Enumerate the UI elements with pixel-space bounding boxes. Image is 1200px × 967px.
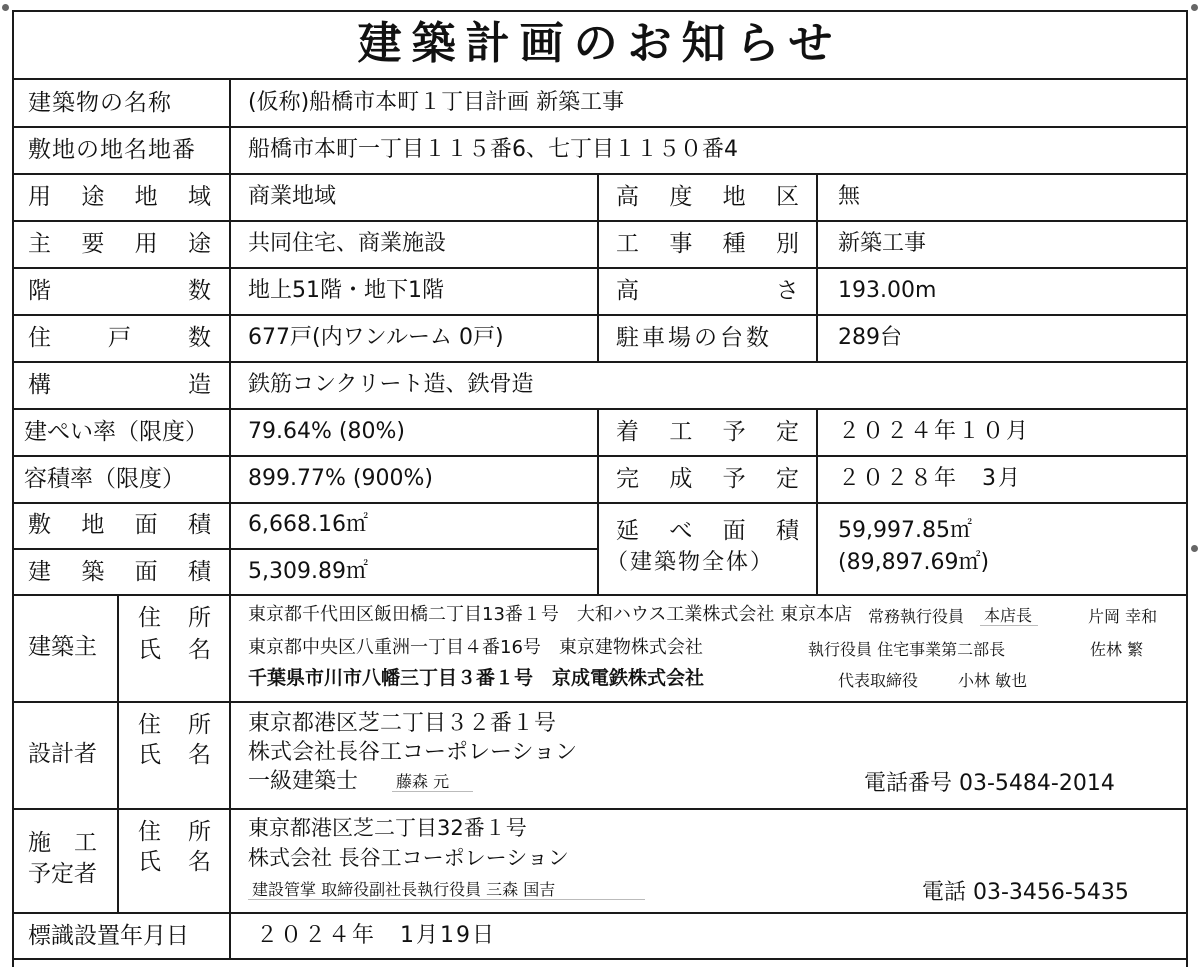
work-type-value: 新築工事 <box>838 231 927 256</box>
rule <box>12 502 1188 504</box>
rule <box>12 455 1188 457</box>
rule <box>12 808 1188 810</box>
far-label: 容積率（限度） <box>24 466 185 492</box>
rule <box>12 594 1188 596</box>
floor-area-value: 59,997.85㎡ <box>838 518 972 543</box>
coverage-value: 79.64% (80%) <box>248 419 405 444</box>
contractor-label-2: 予定者 <box>28 861 97 887</box>
col-rule-right <box>816 408 818 594</box>
col-rule-label <box>229 912 231 958</box>
rule <box>12 912 1188 914</box>
start-label: 着 工 予 定 <box>616 419 800 445</box>
owner-3-role: 代表取締役 <box>838 671 919 690</box>
rule <box>12 314 1188 316</box>
floor-area-label: 延 べ 面 積 <box>616 518 800 544</box>
owner-1-signature <box>980 608 1038 626</box>
posted-date-label: 標識設置年月日 <box>28 923 189 949</box>
designer-architect-signature <box>392 774 473 792</box>
site-address-label: 敷地の地名地番 <box>28 137 196 163</box>
height-district-label: 高 度 地 区 <box>616 184 800 210</box>
owner-1-person: 片岡 幸和 <box>1088 607 1158 626</box>
rule <box>12 78 1188 80</box>
building-name-label: 建築物の名称 <box>28 90 172 116</box>
completion-value: ２０２８年 3月 <box>838 466 1022 491</box>
owner-label: 建築主 <box>28 634 97 660</box>
work-type-label: 工 事 種 別 <box>616 231 800 257</box>
contractor-name-label: 氏 名 <box>138 849 212 875</box>
site-area-label: 敷 地 面 積 <box>28 512 212 538</box>
col-rule-label <box>229 78 231 594</box>
owner-2-role: 執行役員 住宅事業第二部長 <box>808 640 1006 659</box>
structure-value: 鉄筋コンクリート造、鉄骨造 <box>248 372 534 397</box>
rule <box>12 958 1188 960</box>
parking-value: 289台 <box>838 325 902 350</box>
col-rule-mid <box>597 408 599 594</box>
contractor-address-label: 住 所 <box>138 819 212 845</box>
floor-area-sublabel: （建築物全体） <box>606 550 775 575</box>
designer-name-label: 氏 名 <box>138 742 212 768</box>
designer-address-label: 住 所 <box>138 712 212 738</box>
main-use-value: 共同住宅、商業施設 <box>248 231 447 256</box>
coverage-label: 建ぺい率（限度） <box>24 419 208 445</box>
use-district-label: 用 途 地 域 <box>28 184 212 210</box>
contractor-manager: 建設管掌 取締役副社長執行役員 三森 国吉 <box>248 882 645 900</box>
owner-3-address: 千葉県市川市八幡三丁目３番１号 京成電鉄株式会社 <box>248 667 705 689</box>
rule <box>12 173 1188 175</box>
rule <box>12 361 1188 363</box>
units-label: 住 戸 数 <box>28 325 212 351</box>
building-area-label: 建 築 面 積 <box>28 559 212 585</box>
structure-label: 構 造 <box>28 372 212 398</box>
units-value: 677戸(内ワンルーム 0戸) <box>248 325 504 350</box>
col-rule-right <box>816 173 818 361</box>
contractor-phone: 電話 03-3456-5435 <box>922 880 1129 905</box>
border-left <box>12 10 14 967</box>
far-value: 899.77% (900%) <box>248 466 433 491</box>
col-rule-party <box>117 594 119 912</box>
owner-1-sig: 本店長 <box>980 608 1038 626</box>
floors-value: 地上51階・地下1階 <box>248 278 444 303</box>
designer-architect-label: 一級建築士 <box>248 769 359 794</box>
contractor-address: 東京都港区芝二丁目32番１号 <box>248 816 527 840</box>
floors-label: 階 数 <box>28 278 212 304</box>
building-area-value: 5,309.89㎡ <box>248 559 368 584</box>
owner-address-label: 住 所 <box>138 605 212 631</box>
owner-line-1 <box>248 606 852 624</box>
owner-name-label: 氏 名 <box>138 637 212 663</box>
page-title: 建築計画のお知らせ <box>357 18 843 69</box>
posted-date-value: ２０２４年 1月19日 <box>256 923 496 948</box>
designer-label: 設計者 <box>28 741 97 767</box>
border-top <box>12 10 1188 12</box>
height-value: 193.00m <box>838 278 937 303</box>
col-rule-party <box>229 594 231 912</box>
rule <box>12 267 1188 269</box>
rule <box>12 548 597 550</box>
contractor-label-1: 施 工 <box>28 830 97 856</box>
parking-label: 駐車場の台数 <box>616 325 772 351</box>
designer-phone: 電話番号 03-5484-2014 <box>864 771 1115 796</box>
height-district-value: 無 <box>838 184 861 209</box>
owner-3-person: 小林 敏也 <box>958 671 1028 690</box>
floor-area-total-value: (89,897.69㎡) <box>838 550 990 575</box>
rule <box>12 408 1188 410</box>
pin-top-right <box>1191 4 1198 11</box>
designer-address: 東京都港区芝二丁目３２番１号 <box>248 711 557 736</box>
border-right <box>1186 10 1188 967</box>
rule <box>12 126 1188 128</box>
site-address-value: 船橋市本町一丁目１１５番6、七丁目１１５０番4 <box>248 137 738 162</box>
pin-mid-right <box>1191 545 1198 552</box>
rule <box>12 220 1188 222</box>
contractor-manager-signature <box>248 882 645 900</box>
col-rule-mid <box>597 173 599 361</box>
site-area-value: 6,668.16㎡ <box>248 512 368 537</box>
pin-top-left <box>2 4 9 11</box>
designer-company: 株式会社長谷工コーポレーション <box>248 740 578 765</box>
owner-1-role: 常務執行役員 <box>868 607 965 626</box>
owner-1-address: 東京都千代田区飯田橋二丁目13番１号 大和ハウス工業株式会社 東京本店 <box>248 604 853 625</box>
completion-label: 完 成 予 定 <box>616 466 800 492</box>
owner-2-person: 佐林 繁 <box>1090 640 1144 659</box>
rule <box>12 701 1188 703</box>
start-value: ２０２４年１０月 <box>838 419 1031 444</box>
main-use-label: 主 要 用 途 <box>28 231 212 257</box>
use-district-value: 商業地域 <box>248 184 337 209</box>
building-name-value: (仮称)船橋市本町１丁目計画 新築工事 <box>248 90 625 115</box>
height-label: 高 さ <box>616 278 800 304</box>
contractor-company: 株式会社 長谷工コーポレーション <box>248 846 569 870</box>
designer-architect: 藤森 元 <box>392 774 473 792</box>
owner-2-address: 東京都中央区八重洲一丁目４番16号 東京建物株式会社 <box>248 637 703 658</box>
